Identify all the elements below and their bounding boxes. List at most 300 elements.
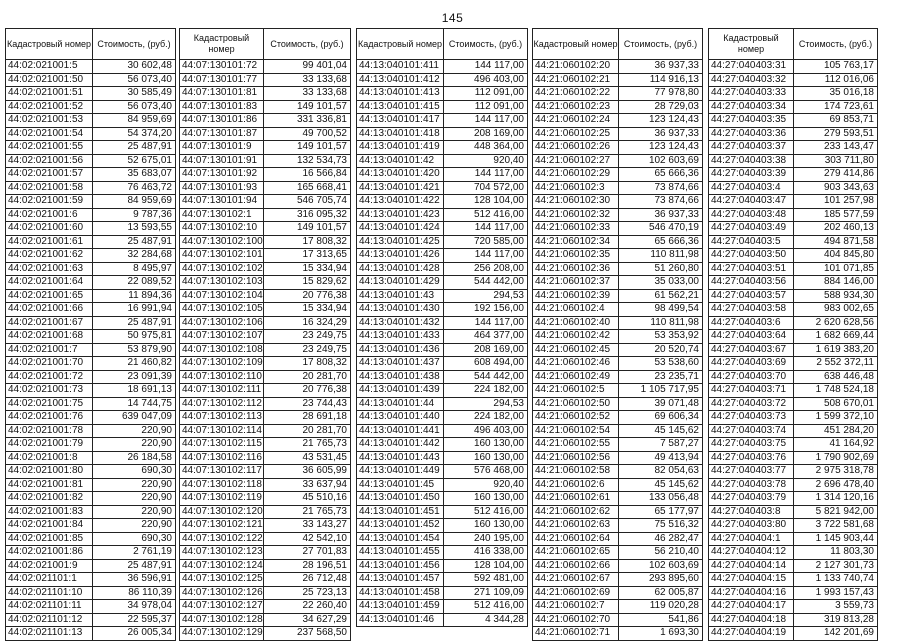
table-row [180, 289, 351, 303]
cadastral-number-cell: 44:13:040101:451 [357, 505, 444, 519]
cadastral-number-cell: 44:21:060102:24 [533, 114, 619, 128]
cadastral-number-cell: 44:21:060102:33 [533, 222, 619, 236]
cost-cell: 45 510,16 [264, 492, 351, 506]
table-row [709, 330, 878, 344]
header-cadastral-number: Кадастровый номер [180, 29, 264, 60]
cadastral-number-cell: 44:07:130101:94 [180, 195, 264, 209]
cadastral-number-cell: 44:07:130102:10 [180, 222, 264, 236]
cost-cell: 174 723,61 [794, 100, 878, 114]
table-row [533, 303, 703, 317]
cost-cell: 7 587,27 [619, 438, 703, 452]
cadastral-number-cell: 44:27:040403:35 [709, 114, 794, 128]
table-row [533, 492, 703, 506]
cadastral-number-cell: 44:13:040101:429 [357, 276, 444, 290]
cadastral-number-cell: 44:13:040101:426 [357, 249, 444, 263]
cost-cell: 123 124,43 [619, 141, 703, 155]
cadastral-number-cell: 44:13:040101:457 [357, 573, 444, 587]
cadastral-number-cell: 44:02:021101:1 [6, 573, 93, 587]
register-table-4 [532, 28, 703, 641]
cost-cell: 8 495,97 [93, 262, 176, 276]
table-row [533, 357, 703, 371]
cadastral-number-cell: 44:02:021001:5 [6, 60, 93, 74]
table-row [709, 249, 878, 263]
table-row [6, 208, 176, 222]
cadastral-number-cell: 44:21:060102:20 [533, 60, 619, 74]
cadastral-number-cell: 44:13:040101:433 [357, 330, 444, 344]
table-row [709, 141, 878, 155]
table-row [709, 411, 878, 425]
table-row [709, 222, 878, 236]
cadastral-number-cell: 44:07:130102:101 [180, 249, 264, 263]
cost-cell: 512 416,00 [444, 600, 528, 614]
table-row [6, 127, 176, 141]
cadastral-number-cell: 44:13:040101:432 [357, 316, 444, 330]
table-row [533, 249, 703, 263]
cadastral-number-cell: 44:13:040101:455 [357, 546, 444, 560]
cadastral-number-cell: 44:21:060102:66 [533, 559, 619, 573]
table-row [533, 235, 703, 249]
cadastral-number-cell: 44:21:060102:34 [533, 235, 619, 249]
cadastral-number-cell: 44:02:021001:73 [6, 384, 93, 398]
cost-cell: 1 682 669,44 [794, 330, 878, 344]
cost-cell: 208 169,00 [444, 127, 528, 141]
table-row [6, 627, 176, 641]
cost-cell: 451 284,20 [794, 424, 878, 438]
cadastral-number-cell: 44:27:040403:50 [709, 249, 794, 263]
cost-cell: 3 559,73 [794, 600, 878, 614]
table-row [6, 114, 176, 128]
cadastral-number-cell: 44:02:021001:61 [6, 235, 93, 249]
cost-cell: 233 143,47 [794, 141, 878, 155]
cost-cell: 23 249,75 [264, 330, 351, 344]
table-row [357, 249, 528, 263]
table-row [533, 60, 703, 74]
cost-cell: 28 691,18 [264, 411, 351, 425]
cadastral-number-cell: 44:27:040403:69 [709, 357, 794, 371]
cadastral-number-cell: 44:02:021001:85 [6, 532, 93, 546]
table-row [180, 613, 351, 627]
cadastral-number-cell: 44:02:021101:13 [6, 627, 93, 641]
table-row [533, 127, 703, 141]
table-row [709, 600, 878, 614]
table-row [357, 478, 528, 492]
cadastral-number-cell: 44:27:040403:38 [709, 154, 794, 168]
cost-cell: 17 808,32 [264, 357, 351, 371]
table-row [709, 276, 878, 290]
register-table-1 [5, 28, 176, 641]
table-row [180, 73, 351, 87]
cost-cell: 23 235,71 [619, 370, 703, 384]
cost-cell: 22 595,37 [93, 613, 176, 627]
cost-cell: 208 169,00 [444, 343, 528, 357]
cadastral-number-cell: 44:21:060102:37 [533, 276, 619, 290]
table-row [357, 424, 528, 438]
table-row [709, 357, 878, 371]
cadastral-number-cell: 44:27:040403:70 [709, 370, 794, 384]
cost-cell: 30 585,49 [93, 87, 176, 101]
table-row [6, 222, 176, 236]
cost-cell: 240 195,00 [444, 532, 528, 546]
cost-cell: 54 374,20 [93, 127, 176, 141]
table-row [357, 235, 528, 249]
cadastral-number-cell: 44:21:060102:69 [533, 586, 619, 600]
cost-cell: 28 196,51 [264, 559, 351, 573]
table-row [357, 276, 528, 290]
table-row [533, 451, 703, 465]
table-row [180, 249, 351, 263]
cadastral-number-cell: 44:13:040101:413 [357, 87, 444, 101]
cadastral-number-cell: 44:02:021001:51 [6, 87, 93, 101]
cost-cell: 128 104,00 [444, 195, 528, 209]
cadastral-number-cell: 44:07:130102:120 [180, 505, 264, 519]
table-row [533, 384, 703, 398]
cadastral-number-cell: 44:07:130102:110 [180, 370, 264, 384]
table-row [6, 249, 176, 263]
table-row [6, 384, 176, 398]
table-row [533, 141, 703, 155]
cost-cell: 16 991,94 [93, 303, 176, 317]
register-table-3 [356, 28, 528, 627]
cost-cell: 192 156,00 [444, 303, 528, 317]
table-row [357, 492, 528, 506]
cost-cell: 35 683,07 [93, 168, 176, 182]
cadastral-number-cell: 44:07:130101:9 [180, 141, 264, 155]
cost-cell: 50 975,81 [93, 330, 176, 344]
cost-cell: 690,30 [93, 465, 176, 479]
header-cost: Стоимость, (руб.) [264, 29, 351, 60]
table-row [6, 586, 176, 600]
cost-cell: 65 177,97 [619, 505, 703, 519]
cost-cell: 53 879,90 [93, 343, 176, 357]
table-row [357, 519, 528, 533]
table-row [180, 438, 351, 452]
cadastral-number-cell: 44:02:021001:82 [6, 492, 93, 506]
cadastral-number-cell: 44:13:040101:454 [357, 532, 444, 546]
register-table-5 [708, 28, 878, 641]
table-row [180, 343, 351, 357]
cadastral-number-cell: 44:02:021001:78 [6, 424, 93, 438]
table-row [357, 546, 528, 560]
cost-cell: 112 016,06 [794, 73, 878, 87]
cadastral-number-cell: 44:07:130102:117 [180, 465, 264, 479]
cadastral-number-cell: 44:27:040403:72 [709, 397, 794, 411]
cost-cell: 112 091,00 [444, 100, 528, 114]
table-row [180, 154, 351, 168]
cadastral-number-cell: 44:27:040403:37 [709, 141, 794, 155]
cadastral-number-cell: 44:13:040101:44 [357, 397, 444, 411]
table-row [357, 411, 528, 425]
table-row [6, 316, 176, 330]
table-row [6, 370, 176, 384]
cost-cell: 639 047,09 [93, 411, 176, 425]
table-row [357, 532, 528, 546]
cost-cell: 608 494,00 [444, 357, 528, 371]
cost-cell: 160 130,00 [444, 438, 528, 452]
cost-cell: 23 249,75 [264, 343, 351, 357]
table-row [6, 424, 176, 438]
cadastral-number-cell: 44:07:130101:72 [180, 60, 264, 74]
cadastral-number-cell: 44:13:040101:423 [357, 208, 444, 222]
cadastral-number-cell: 44:02:021001:65 [6, 289, 93, 303]
cadastral-number-cell: 44:07:130102:125 [180, 573, 264, 587]
cadastral-number-cell: 44:13:040101:425 [357, 235, 444, 249]
cost-cell: 16 324,29 [264, 316, 351, 330]
cadastral-number-cell: 44:27:040403:57 [709, 289, 794, 303]
cadastral-number-cell: 44:21:060102:56 [533, 451, 619, 465]
table-row [533, 586, 703, 600]
table-row [6, 154, 176, 168]
cadastral-number-cell: 44:27:040403:34 [709, 100, 794, 114]
cadastral-number-cell: 44:27:040403:56 [709, 276, 794, 290]
cost-cell: 279 593,51 [794, 127, 878, 141]
table-row [6, 546, 176, 560]
cadastral-number-cell: 44:13:040101:437 [357, 357, 444, 371]
cost-cell: 720 585,00 [444, 235, 528, 249]
table-row [533, 600, 703, 614]
table-row [180, 303, 351, 317]
cadastral-number-cell: 44:07:130102:112 [180, 397, 264, 411]
table-row [709, 235, 878, 249]
cadastral-number-cell: 44:07:130102:129 [180, 627, 264, 641]
table-row [357, 559, 528, 573]
cost-cell: 5 821 942,00 [794, 505, 878, 519]
cadastral-number-cell: 44:07:130102:127 [180, 600, 264, 614]
cost-cell: 25 487,91 [93, 235, 176, 249]
table-row [180, 411, 351, 425]
cost-cell: 133 056,48 [619, 492, 703, 506]
table-row [709, 546, 878, 560]
table-row [709, 492, 878, 506]
cost-cell: 546 705,74 [264, 195, 351, 209]
cost-cell: 65 666,36 [619, 168, 703, 182]
table-row [357, 127, 528, 141]
cost-cell: 884 146,00 [794, 276, 878, 290]
cost-cell: 132 534,73 [264, 154, 351, 168]
table-row [709, 397, 878, 411]
cost-cell: 17 313,65 [264, 249, 351, 263]
cost-cell: 220,90 [93, 492, 176, 506]
table-row [180, 168, 351, 182]
cadastral-number-cell: 44:13:040101:438 [357, 370, 444, 384]
table-row [6, 235, 176, 249]
cadastral-number-cell: 44:02:021001:70 [6, 357, 93, 371]
cadastral-number-cell: 44:02:021001:6 [6, 208, 93, 222]
cost-cell: 144 117,00 [444, 222, 528, 236]
cost-cell: 25 487,91 [93, 316, 176, 330]
cadastral-number-cell: 44:07:130102:128 [180, 613, 264, 627]
cost-cell: 1 105 717,95 [619, 384, 703, 398]
table-row [533, 546, 703, 560]
table-row [357, 370, 528, 384]
cadastral-number-cell: 44:13:040101:436 [357, 343, 444, 357]
cadastral-number-cell: 44:07:130102:124 [180, 559, 264, 573]
table-row [6, 87, 176, 101]
cadastral-number-cell: 44:02:021001:50 [6, 73, 93, 87]
table-row [6, 181, 176, 195]
table-row [357, 289, 528, 303]
cadastral-number-cell: 44:21:060102:36 [533, 262, 619, 276]
table-row [709, 127, 878, 141]
header-cost: Стоимость, (руб.) [794, 29, 878, 60]
cadastral-number-cell: 44:21:060102:27 [533, 154, 619, 168]
cost-cell: 544 442,00 [444, 276, 528, 290]
cadastral-number-cell: 44:27:040403:58 [709, 303, 794, 317]
cadastral-number-cell: 44:02:021001:68 [6, 330, 93, 344]
table-row [357, 316, 528, 330]
cadastral-number-cell: 44:21:060102:25 [533, 127, 619, 141]
cost-cell: 25 723,13 [264, 586, 351, 600]
cadastral-number-cell: 44:02:021001:76 [6, 411, 93, 425]
cost-cell: 592 481,00 [444, 573, 528, 587]
cost-cell: 77 978,80 [619, 87, 703, 101]
cost-cell: 144 117,00 [444, 114, 528, 128]
table-row [180, 600, 351, 614]
table-row [533, 627, 703, 641]
table-row [533, 519, 703, 533]
table-row [533, 87, 703, 101]
table-row [533, 532, 703, 546]
table-row [180, 397, 351, 411]
cost-cell: 36 596,91 [93, 573, 176, 587]
cadastral-number-cell: 44:02:021001:57 [6, 168, 93, 182]
table-row [533, 262, 703, 276]
table-row [533, 276, 703, 290]
table-row [533, 343, 703, 357]
table-row [180, 114, 351, 128]
table-row [6, 465, 176, 479]
cost-cell: 86 110,39 [93, 586, 176, 600]
table-row [6, 600, 176, 614]
table-row [6, 505, 176, 519]
cadastral-number-cell: 44:27:040403:4 [709, 181, 794, 195]
cost-cell: 69 853,71 [794, 114, 878, 128]
cost-cell: 494 871,58 [794, 235, 878, 249]
cost-cell: 35 033,00 [619, 276, 703, 290]
cost-cell: 15 334,94 [264, 262, 351, 276]
header-cost: Стоимость, (руб.) [444, 29, 528, 60]
table-row [709, 181, 878, 195]
cost-cell: 256 208,00 [444, 262, 528, 276]
table-row [6, 343, 176, 357]
cadastral-number-cell: 44:27:040403:76 [709, 451, 794, 465]
cost-cell: 149 101,57 [264, 100, 351, 114]
cadastral-number-cell: 44:21:060102:45 [533, 343, 619, 357]
cost-cell: 331 336,81 [264, 114, 351, 128]
cadastral-number-cell: 44:13:040101:440 [357, 411, 444, 425]
table-row [709, 613, 878, 627]
table-row [357, 195, 528, 209]
cost-cell: 45 145,62 [619, 424, 703, 438]
cost-cell: 2 127 301,73 [794, 559, 878, 573]
table-row [180, 478, 351, 492]
cadastral-number-cell: 44:21:060102:64 [533, 532, 619, 546]
cost-cell: 114 916,13 [619, 73, 703, 87]
cadastral-number-cell: 44:21:060102:22 [533, 87, 619, 101]
cost-cell: 23 091,39 [93, 370, 176, 384]
cadastral-number-cell: 44:07:130102:113 [180, 411, 264, 425]
table-row [533, 613, 703, 627]
cost-cell: 160 130,00 [444, 451, 528, 465]
cadastral-number-cell: 44:13:040101:421 [357, 181, 444, 195]
cadastral-number-cell: 44:27:040404:1 [709, 532, 794, 546]
cadastral-number-cell: 44:02:021001:8 [6, 451, 93, 465]
table-row [709, 532, 878, 546]
table-row [180, 586, 351, 600]
table-row [180, 505, 351, 519]
cost-cell: 123 124,43 [619, 114, 703, 128]
cadastral-number-cell: 44:02:021001:79 [6, 438, 93, 452]
cost-cell: 1 993 157,43 [794, 586, 878, 600]
cadastral-number-cell: 44:21:060102:21 [533, 73, 619, 87]
cadastral-number-cell: 44:27:040403:74 [709, 424, 794, 438]
table-row [709, 478, 878, 492]
cadastral-number-cell: 44:07:130102:105 [180, 303, 264, 317]
table-row [357, 303, 528, 317]
cost-cell: 704 572,00 [444, 181, 528, 195]
table-row [533, 316, 703, 330]
cadastral-number-cell: 44:13:040101:45 [357, 478, 444, 492]
table-row [6, 478, 176, 492]
table-row [180, 357, 351, 371]
cadastral-number-cell: 44:27:040403:64 [709, 330, 794, 344]
table-row [709, 316, 878, 330]
cost-cell: 271 109,09 [444, 586, 528, 600]
table-row [6, 451, 176, 465]
table-row [533, 559, 703, 573]
table-row [6, 276, 176, 290]
cost-cell: 319 813,28 [794, 613, 878, 627]
table-row [6, 330, 176, 344]
cadastral-number-cell: 44:27:040403:33 [709, 87, 794, 101]
cadastral-number-cell: 44:21:060102:6 [533, 478, 619, 492]
table-row [180, 559, 351, 573]
cadastral-number-cell: 44:02:021001:58 [6, 181, 93, 195]
cadastral-number-cell: 44:27:040403:78 [709, 478, 794, 492]
table-row [709, 60, 878, 74]
table-row [533, 397, 703, 411]
table-row [180, 451, 351, 465]
cadastral-number-cell: 44:27:040403:71 [709, 384, 794, 398]
cost-cell: 35 016,18 [794, 87, 878, 101]
cadastral-number-cell: 44:21:060102:5 [533, 384, 619, 398]
cadastral-number-cell: 44:21:060102:71 [533, 627, 619, 641]
cost-cell: 15 829,62 [264, 276, 351, 290]
table-row [709, 559, 878, 573]
cadastral-number-cell: 44:21:060102:4 [533, 303, 619, 317]
table-row [6, 195, 176, 209]
cost-cell: 496 403,00 [444, 73, 528, 87]
cost-cell: 15 334,94 [264, 303, 351, 317]
table-row [180, 208, 351, 222]
table-row [180, 100, 351, 114]
cost-cell: 13 593,55 [93, 222, 176, 236]
cadastral-number-cell: 44:02:021001:84 [6, 519, 93, 533]
table-row [180, 181, 351, 195]
cost-cell: 22 260,40 [264, 600, 351, 614]
cadastral-number-cell: 44:07:130101:83 [180, 100, 264, 114]
cadastral-number-cell: 44:02:021001:60 [6, 222, 93, 236]
header-cost: Стоимость, (руб.) [619, 29, 703, 60]
header-cost: Стоимость, (руб.) [93, 29, 176, 60]
cadastral-number-cell: 44:13:040101:422 [357, 195, 444, 209]
cost-cell: 9 787,36 [93, 208, 176, 222]
table-row [180, 370, 351, 384]
table-row [709, 303, 878, 317]
table-row [709, 195, 878, 209]
cadastral-number-cell: 44:21:060102:49 [533, 370, 619, 384]
table-row [709, 627, 878, 641]
cost-cell: 33 133,68 [264, 73, 351, 87]
